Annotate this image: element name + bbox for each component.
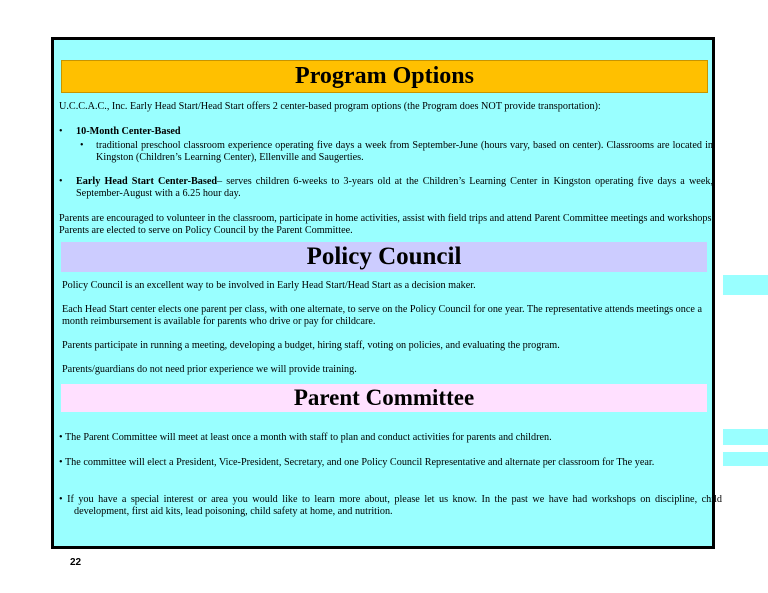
bullet-text: If you have a special interest or area you would like to learn more about, please let us know. In the past we have had workshops on discipline, child development, first aid kits, lead poisoning, child safety at home, and nutrition. [67,494,722,517]
program-intro: U.C.C.A.C., Inc. Early Head Start/Head Start offers 2 center-based program options (the Program does NOT provide transportation): [59,101,601,112]
option-ehs-detail: – serves children 6-weeks to 3-years old at the Children’s Learning Center in Kingston operating five days a week, September-August with a 6.25 hour day. [76,176,713,199]
parent-committee-bullet-1: • The Parent Committee will meet at least once a month with staff to plan and conduct activities for parents and children. [59,432,552,443]
parent-committee-heading: Parent Committee [61,384,707,412]
policy-council-p2: Each Head Start center elects one parent per class, with one alternate, to serve on the Policy Council for one year. The representative attends meetings once a month reimbursement is available for parents who drive or pay for childcare. [62,304,702,327]
program-options-heading: Program Options [61,60,708,93]
bullet-icon: • [59,126,63,137]
parent-committee-bullet-2: • The committee will elect a President, Vice-President, Secretary, and one Policy Council Representative and alternate per classroom for The year. [59,457,655,468]
edge-tab-3 [723,452,768,466]
bullet-text: The Parent Committee will meet at least once a month with staff to plan and conduct activities for parents and children. [64,432,552,443]
option-ehs-title: Early Head Start Center-Based [76,176,218,187]
bullet-text: The committee will elect a President, Vice-President, Secretary, and one Policy Council Representative and alternate per classroom for The year. [64,457,655,468]
edge-tab-2 [723,429,768,445]
edge-tab-1 [723,275,768,295]
bullet-icon: • [80,140,84,151]
parent-committee-bullet-3: • If you have a special interest or area you would like to learn more about, please let us know. In the past we have had workshops on discipline, child development, first aid kits, lead poisoning, child safety at home, and nutrition. [59,494,722,517]
policy-council-p4: Parents/guardians do not need prior experience we will provide training. [62,364,357,375]
option-10-month-title: 10-Month Center-Based [76,126,181,137]
policy-council-p3: Parents participate in running a meeting, developing a budget, hiring staff, voting on policies, and evaluating the program. [62,340,560,351]
policy-council-p1: Policy Council is an excellent way to be involved in Early Head Start/Head Start as a decision maker. [62,280,476,291]
option-10-month-detail: traditional preschool classroom experience operating five days a week from September-June (hours vary, based on center). Classrooms are located in Kingston (Children’s Learning Center), Ellenville and Saugerties. [96,140,713,163]
option-ehs-paragraph [76,176,713,200]
policy-council-heading: Policy Council [61,242,707,272]
volunteer-paragraph: Parents are encouraged to volunteer in the classroom, participate in home activities, assist with field trips and attend Parent Committee meetings and workshops. Parents are elected to serve on Policy Council by the Parent Committee. [59,213,714,236]
page-number: 22 [70,557,82,568]
bullet-icon: • [59,176,63,187]
content-panel [51,37,722,549]
